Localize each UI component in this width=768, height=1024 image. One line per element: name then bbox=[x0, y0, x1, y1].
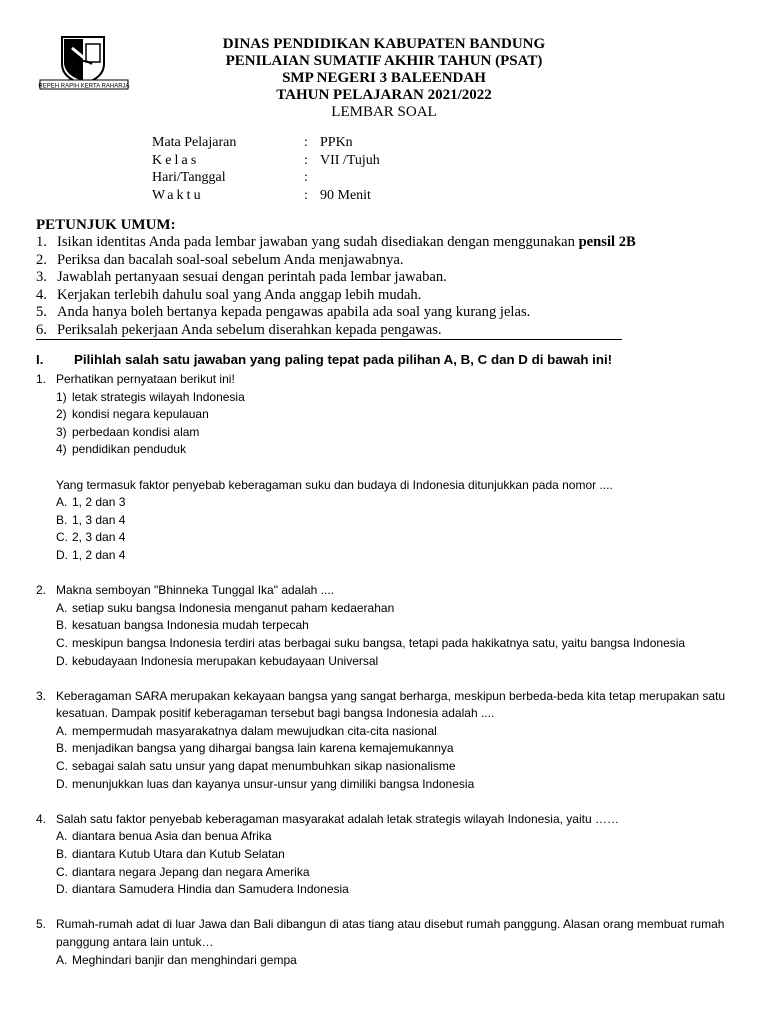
sheet-title: LEMBAR SOAL bbox=[331, 104, 437, 120]
statement-item bbox=[36, 441, 736, 459]
class-colon: : bbox=[304, 152, 308, 168]
question-stem bbox=[36, 371, 736, 389]
class-label: Kelas bbox=[152, 152, 200, 168]
time-colon: : bbox=[304, 187, 308, 203]
agency-name: DINAS PENDIDIKAN KABUPATEN BANDUNG bbox=[222, 36, 546, 52]
instruction-text: Isikan identitas Anda pada lembar jawaban yang sudah disediakan dengan menggunakan bbox=[57, 234, 579, 250]
info-row-subject bbox=[152, 134, 452, 152]
instruction-item bbox=[36, 269, 636, 287]
answer-option[interactable] bbox=[36, 617, 736, 635]
answer-option[interactable] bbox=[36, 952, 736, 970]
instruction-emphasis: pensil 2B bbox=[578, 234, 636, 250]
question-number: 2. bbox=[36, 583, 47, 598]
subject-colon: : bbox=[304, 135, 308, 150]
question-text-continued: kesatuan. Dampak positif keberagaman tersebut bagi bangsa Indonesia adalah .... bbox=[56, 706, 495, 721]
instructions-title: PETUNJUK UMUM: bbox=[36, 217, 176, 233]
instruction-item bbox=[36, 322, 636, 340]
answer-option[interactable] bbox=[36, 864, 736, 882]
section-title: Pilihlah salah satu jawaban yang paling tepat pada pilihan A, B, C dan D di bawah ini! bbox=[74, 352, 613, 367]
option-text: Meghindari banjir dan menghindari gempa bbox=[72, 952, 297, 967]
instruction-text: Kerjakan terlebih dahulu soal yang Anda anggap lebih mudah. bbox=[57, 286, 422, 303]
instruction-number: 5. bbox=[36, 304, 47, 320]
kabupaten-bandung-crest-icon bbox=[34, 34, 134, 92]
answer-option[interactable] bbox=[36, 758, 736, 776]
answer-option[interactable] bbox=[36, 776, 736, 794]
instruction-item bbox=[36, 252, 636, 270]
assessment-title: PENILAIAN SUMATIF AKHIR TAHUN (PSAT) bbox=[225, 53, 543, 69]
question-number: 4. bbox=[36, 811, 47, 826]
statement-text: perbedaan kondisi alam bbox=[72, 424, 200, 439]
question-stem bbox=[36, 688, 736, 706]
question-text: Makna semboyan "Bhinneka Tunggal Ika" adalah .... bbox=[56, 583, 335, 598]
instruction-number: 2. bbox=[36, 251, 47, 268]
question-stem bbox=[36, 811, 736, 829]
section-number: I. bbox=[36, 352, 44, 367]
option-letter: A. bbox=[56, 952, 68, 967]
option-letter: B. bbox=[56, 512, 68, 527]
instruction-text: Periksalah pekerjaan Anda sebelum diserahkan kepada pengawas. bbox=[57, 321, 442, 338]
option-letter: B. bbox=[56, 618, 68, 633]
date-label: Hari/Tanggal bbox=[152, 170, 226, 185]
answer-option[interactable] bbox=[36, 723, 736, 741]
answer-option[interactable] bbox=[36, 635, 736, 653]
statement-number: 4) bbox=[56, 442, 67, 457]
instruction-text: Jawablah pertanyaan sesuai dengan perintah pada lembar jawaban. bbox=[57, 269, 447, 285]
subject-label: Mata Pelajaran bbox=[152, 135, 237, 150]
option-text: menjadikan bangsa yang dihargai bangsa lain karena kemajemukannya bbox=[72, 741, 454, 756]
answer-option[interactable] bbox=[36, 600, 736, 618]
option-letter: A. bbox=[56, 495, 68, 510]
school-logo bbox=[34, 34, 134, 92]
question-text-continued: panggung antara lain untuk… bbox=[56, 935, 214, 949]
option-letter: B. bbox=[56, 847, 68, 862]
instruction-number: 1. bbox=[36, 234, 47, 250]
question-stem bbox=[36, 916, 736, 934]
option-text: diantara negara Jepang dan negara Amerika bbox=[72, 864, 310, 879]
exam-info bbox=[152, 134, 452, 204]
statement-number: 2) bbox=[56, 407, 67, 422]
option-letter: D. bbox=[56, 547, 68, 562]
option-text: meskipun bangsa Indonesia terdiri atas berbagai suku bangsa, tetapi pada hakikatnya satu, yaitu bangsa Indonesia bbox=[72, 635, 686, 650]
instruction-item bbox=[36, 234, 636, 252]
option-text: diantara Kutub Utara dan Kutub Selatan bbox=[72, 847, 285, 862]
option-text: 1, 3 dan 4 bbox=[72, 512, 126, 527]
question-text: Salah satu faktor penyebab keberagaman masyarakat adalah letak strategis wilayah Indonesia, yaitu …… bbox=[56, 811, 619, 826]
time-value: 90 Menit bbox=[320, 187, 371, 203]
instruction-number: 4. bbox=[36, 286, 47, 303]
option-letter: A. bbox=[56, 829, 68, 844]
option-letter: A. bbox=[56, 723, 68, 738]
option-text: 2, 3 dan 4 bbox=[72, 530, 126, 545]
question-prompt: Yang termasuk faktor penyebab keberagaman suku dan budaya di Indonesia ditunjukkan pada nomor .... bbox=[56, 477, 613, 492]
instruction-text: Periksa dan bacalah soal-soal sebelum Anda menjawabnya. bbox=[57, 251, 404, 268]
school-name: SMP NEGERI 3 BALEENDAH bbox=[282, 70, 486, 86]
info-row-time bbox=[152, 187, 452, 205]
answer-option[interactable] bbox=[36, 512, 736, 530]
answer-option[interactable] bbox=[36, 547, 736, 565]
option-letter: C. bbox=[56, 759, 68, 774]
date-colon: : bbox=[304, 170, 308, 185]
answer-option[interactable] bbox=[36, 529, 736, 547]
option-letter: D. bbox=[56, 882, 68, 897]
option-text: kesatuan bangsa Indonesia mudah terpecah bbox=[72, 618, 309, 633]
option-text: setiap suku bangsa Indonesia menganut paham kedaerahan bbox=[72, 600, 395, 615]
statement-text: kondisi negara kepulauan bbox=[72, 407, 209, 422]
option-letter: C. bbox=[56, 530, 68, 545]
option-text: kebudayaan Indonesia merupakan kebudayaan Universal bbox=[72, 653, 379, 668]
option-letter: D. bbox=[56, 653, 68, 668]
statement-text: pendidikan penduduk bbox=[72, 442, 187, 457]
time-label: Waktu bbox=[152, 187, 204, 203]
answer-option[interactable] bbox=[36, 653, 736, 671]
option-letter: C. bbox=[56, 864, 68, 879]
option-text: diantara Samudera Hindia dan Samudera Indonesia bbox=[72, 882, 349, 897]
answer-option[interactable] bbox=[36, 846, 736, 864]
statement-number: 1) bbox=[56, 389, 67, 404]
instruction-number: 3. bbox=[36, 269, 47, 285]
statement-item bbox=[36, 389, 736, 407]
class-value: VII /Tujuh bbox=[320, 152, 380, 168]
option-text: sebagai salah satu unsur yang dapat menumbuhkan sikap nasionalisme bbox=[72, 759, 456, 774]
option-letter: A. bbox=[56, 600, 68, 615]
question-number: 5. bbox=[36, 917, 47, 932]
question-text: Keberagaman SARA merupakan kekayaan bangsa yang sangat berharga, meskipun berbeda-beda kita tetap merupakan satu bbox=[56, 688, 726, 703]
option-text: diantara benua Asia dan benua Afrika bbox=[72, 829, 272, 844]
option-text: menunjukkan luas dan kayanya unsur-unsur yang dimiliki bangsa Indonesia bbox=[72, 776, 475, 791]
option-letter: D. bbox=[56, 776, 68, 791]
option-text: 1, 2 dan 3 bbox=[72, 495, 126, 510]
answer-option[interactable] bbox=[36, 494, 736, 512]
statement-item bbox=[36, 406, 736, 424]
instruction-text: Anda hanya boleh bertanya kepada pengawas apabila ada soal yang kurang jelas. bbox=[57, 304, 531, 320]
option-text: 1, 2 dan 4 bbox=[72, 547, 126, 562]
instruction-number: 6. bbox=[36, 321, 47, 338]
info-row-date bbox=[152, 169, 452, 187]
document-header bbox=[150, 36, 618, 121]
statement-text: letak strategis wilayah Indonesia bbox=[72, 389, 245, 404]
section-divider bbox=[36, 339, 622, 340]
question-stem bbox=[36, 582, 736, 600]
subject-value: PPKn bbox=[320, 135, 353, 150]
instruction-item bbox=[36, 304, 636, 322]
question-number: 1. bbox=[36, 372, 47, 386]
instruction-item bbox=[36, 287, 636, 305]
statement-item bbox=[36, 424, 736, 442]
general-instructions bbox=[36, 217, 636, 339]
question-list bbox=[36, 371, 736, 969]
academic-year: TAHUN PELAJARAN 2021/2022 bbox=[276, 87, 492, 103]
answer-option[interactable] bbox=[36, 881, 736, 899]
answer-option[interactable] bbox=[36, 740, 736, 758]
answer-option[interactable] bbox=[36, 828, 736, 846]
option-letter: C. bbox=[56, 635, 68, 650]
option-letter: B. bbox=[56, 741, 68, 756]
question-text: Rumah-rumah adat di luar Jawa dan Bali dibangun di atas tiang atau disebut rumah panggung. Alasan orang membuat rumah bbox=[56, 917, 725, 932]
option-text: mempermudah masyarakatnya dalam mewujudkan cita-cita nasional bbox=[72, 723, 437, 738]
info-row-class bbox=[152, 152, 452, 170]
question-text: Perhatikan pernyataan berikut ini! bbox=[56, 372, 235, 386]
question-number: 3. bbox=[36, 688, 47, 703]
statement-number: 3) bbox=[56, 424, 67, 439]
logo-motto: REPEH RAPIH KERTA RAHARJA bbox=[38, 83, 130, 90]
